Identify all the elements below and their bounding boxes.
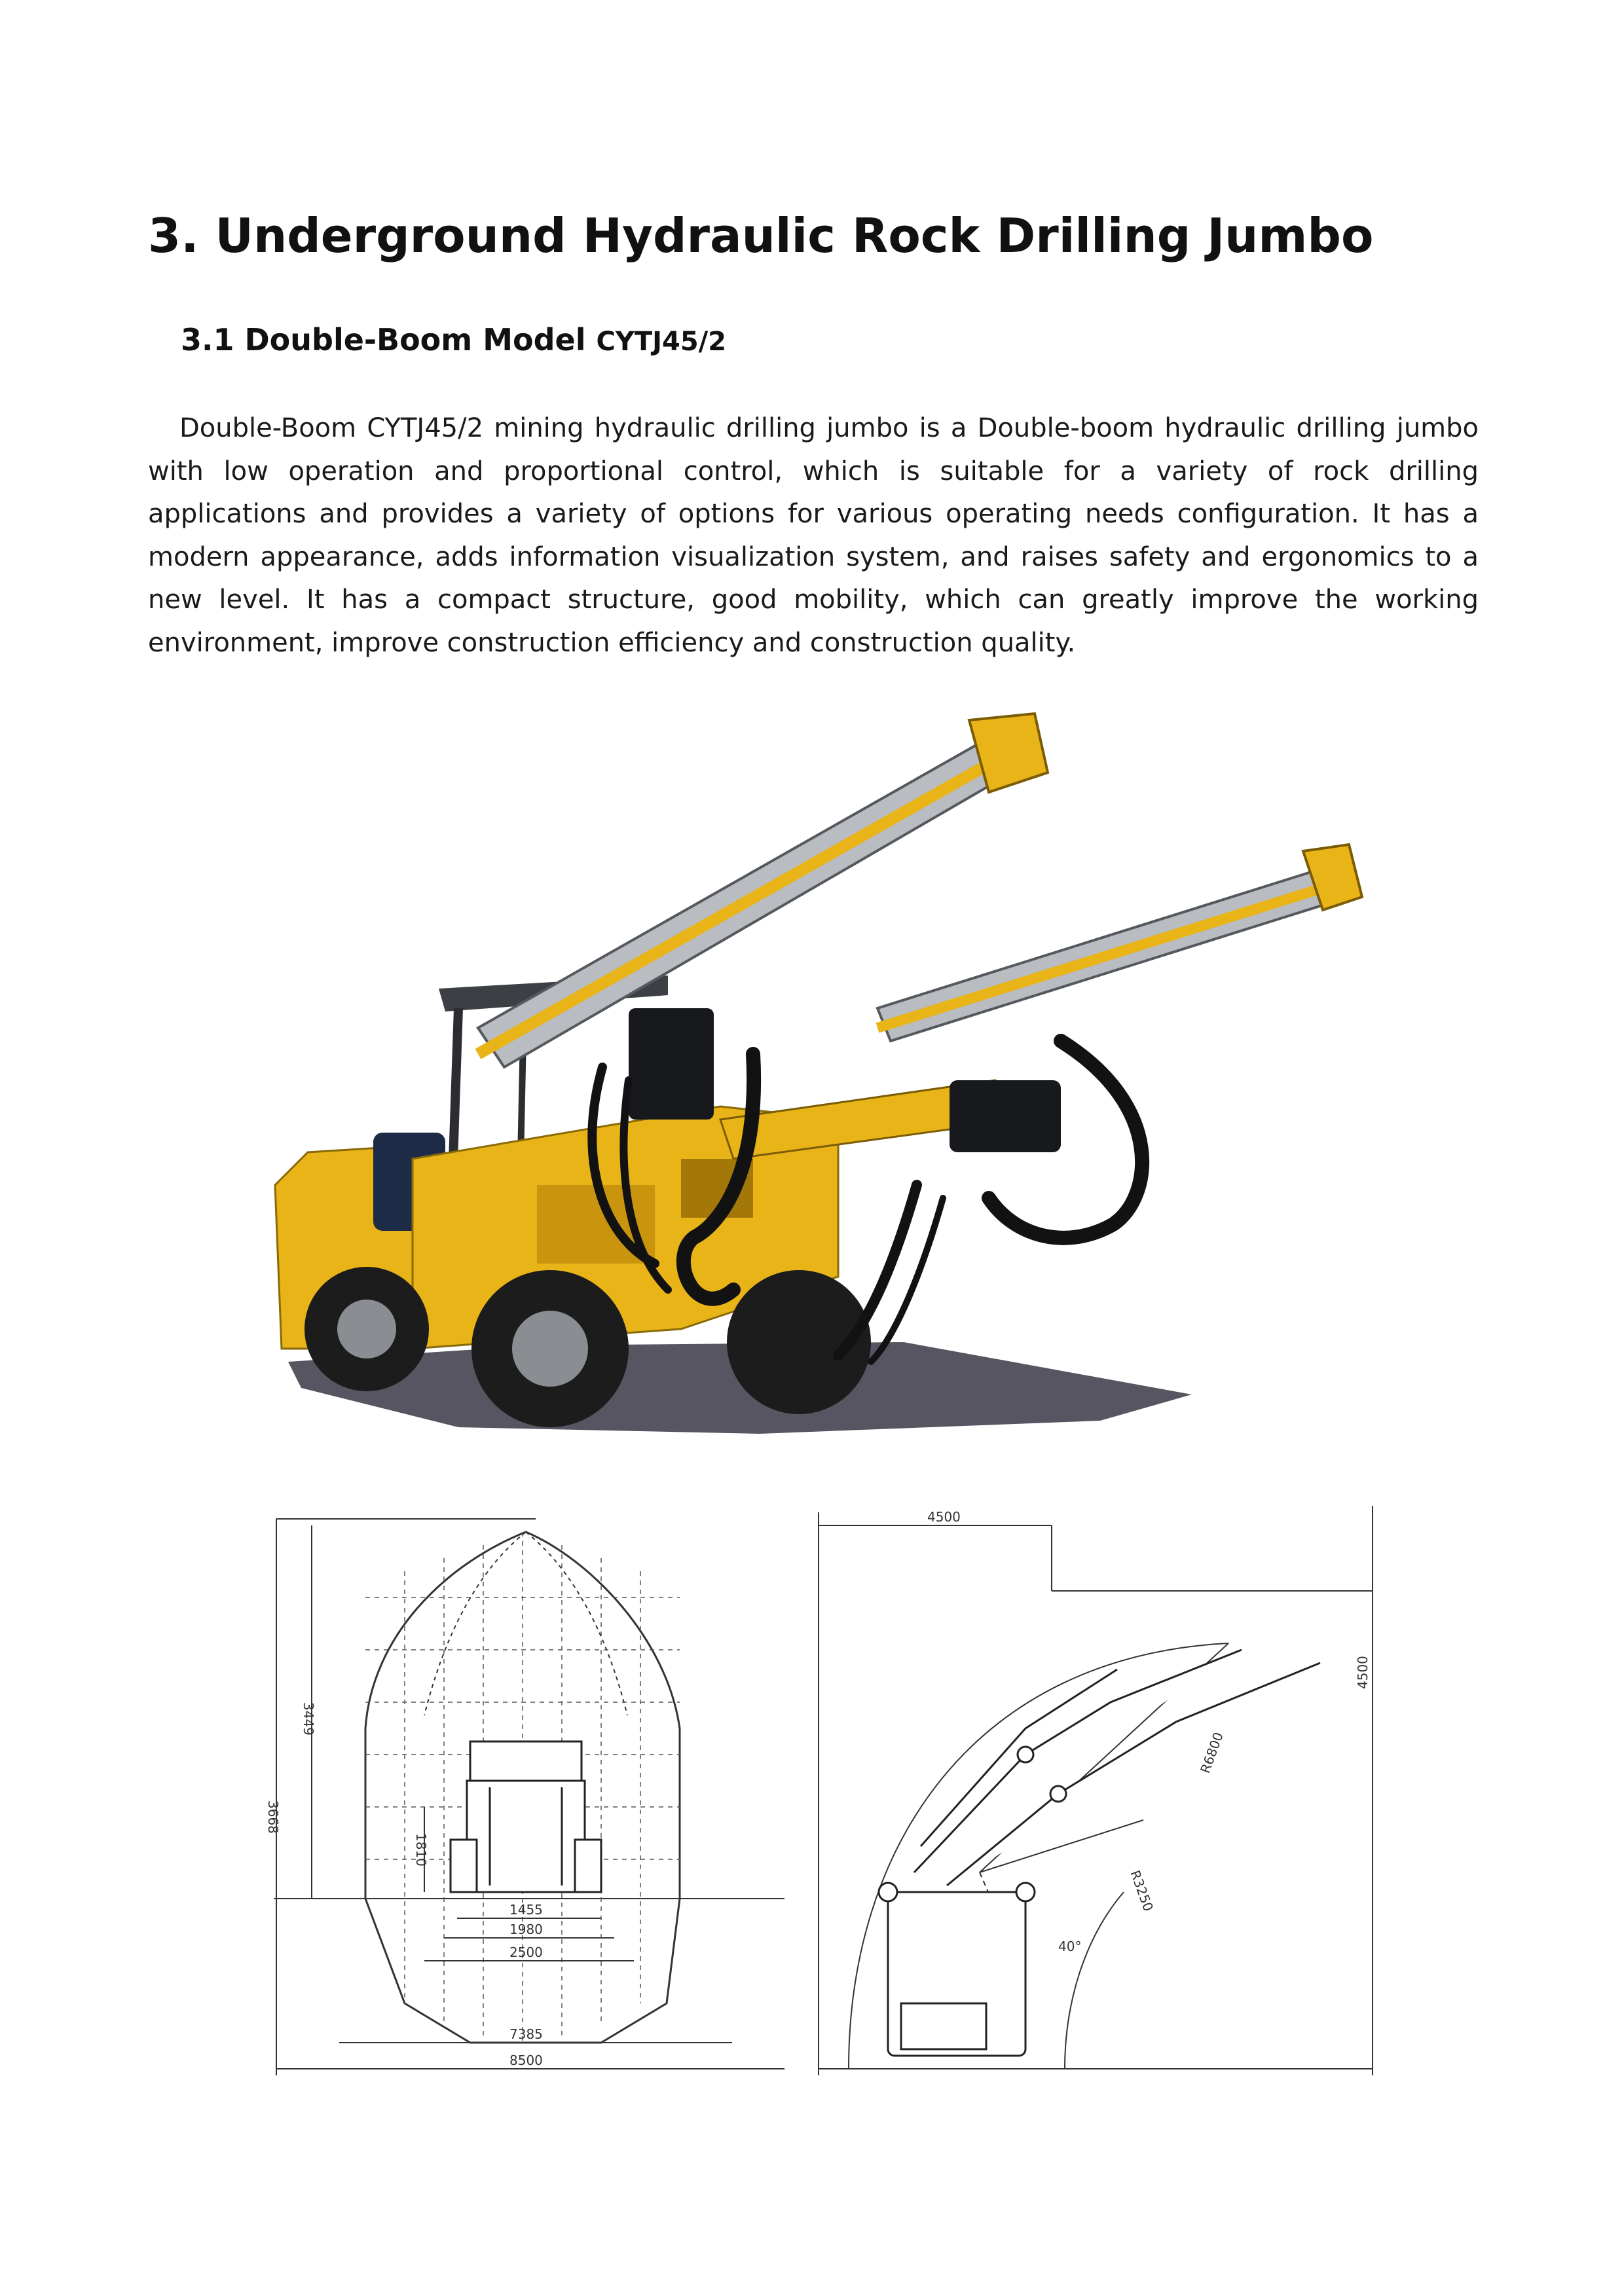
dim-angle: 40°	[1058, 1939, 1082, 1954]
front-view-drawing	[265, 1506, 798, 2082]
subsection-title: 3.1 Double-Boom Model	[181, 322, 597, 357]
dim-side-right: 4500	[1355, 1656, 1371, 1689]
side-view-drawing	[809, 1506, 1392, 2082]
description-paragraph: Double-Boom CYTJ45/2 mining hydraulic drilling jumbo is a Double-boom hydraulic drilling jumbo with low operation and proportional control, which is suitable for a variety of rock drilling applications and provides a variety of options for various operating needs configuration. It has a modern appearance, adds information visualization system, and raises safety and ergonomics to a new level. It has a compact structure, good mobility, which can greatly improve the working environment, improve construction efficiency and construction quality.	[148, 413, 1479, 658]
model-number: CYTJ45/2	[596, 327, 727, 357]
dim-side-top: 4500	[927, 1509, 961, 1525]
dim-height-outer: 3668	[265, 1800, 281, 1834]
subsection-heading	[181, 322, 726, 357]
dim-width-1: 1455	[509, 1902, 543, 1918]
dim-height-inner: 3449	[301, 1702, 316, 1736]
dim-machine-height: 1810	[413, 1833, 429, 1867]
section-heading: 3. Underground Hydraulic Rock Drilling Jumbo	[148, 208, 1374, 263]
dim-radius-inner: R3250	[1127, 1868, 1157, 1914]
dim-width-2: 1980	[509, 1922, 543, 1937]
dim-width-5: 8500	[509, 2052, 543, 2068]
reach-arc-inner	[1065, 1892, 1124, 2069]
dim-width-4: 7385	[509, 2026, 543, 2042]
drilling-jumbo-photo	[262, 701, 1375, 1486]
machine-front-view	[451, 1741, 601, 1892]
side-boom-1	[914, 1650, 1242, 1872]
dim-radius-outer: R6800	[1197, 1730, 1227, 1776]
dim-width-3: 2500	[509, 1944, 543, 1960]
machine-side-view	[879, 1650, 1320, 2056]
